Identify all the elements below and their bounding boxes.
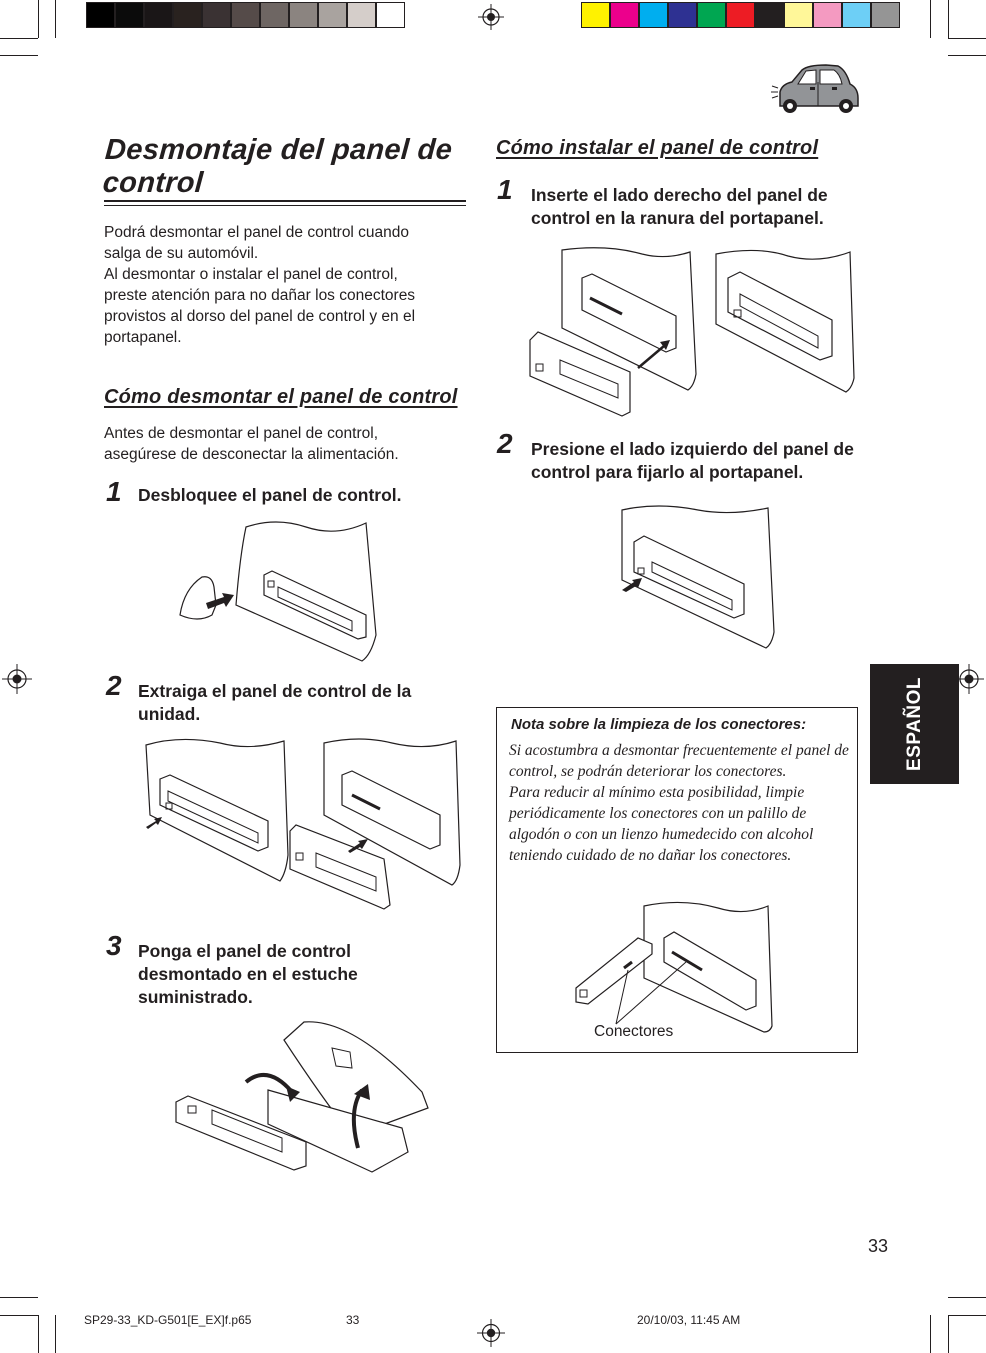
install-section-heading: Cómo instalar el panel de control bbox=[496, 137, 819, 159]
gray-swatch bbox=[289, 2, 318, 28]
remove-step-1-text: Desbloquee el panel de control. bbox=[138, 485, 402, 505]
color-swatch bbox=[668, 2, 697, 28]
intro-paragraph-2: Al desmontar o instalar el panel de control, preste atención para no dañar los conectores provistos al dorso del panel de control y en el portapanel. bbox=[104, 266, 416, 346]
connectors-label: Conectores bbox=[594, 1023, 674, 1040]
color-swatch bbox=[755, 2, 784, 28]
footer-file: SP29-33_KD-G501[E_EX]f.p65 bbox=[84, 1313, 252, 1327]
crop-mark bbox=[948, 55, 986, 56]
remove-step-2-text: Extraiga el panel de control de la unidad. bbox=[138, 681, 412, 724]
storage-case-illustration bbox=[172, 1018, 430, 1176]
title-rule bbox=[104, 200, 466, 202]
note-paragraph-2: Para reducir al mínimo esta posibilidad, limpie periódicamente los conectores con un palillo de algodón o con un lienzo humedecido con alcohol teniendo cuidado de no dañar los conectores. bbox=[509, 784, 814, 864]
gray-swatch bbox=[347, 2, 376, 28]
remove-section-heading: Cómo desmontar el panel de control bbox=[104, 386, 458, 408]
crop-mark bbox=[55, 0, 56, 38]
install-step-1-number: 1 bbox=[497, 174, 513, 205]
color-swatch bbox=[784, 2, 813, 28]
color-swatch bbox=[581, 2, 610, 28]
color-swatch bbox=[639, 2, 668, 28]
insert-panel-illustration bbox=[526, 244, 858, 422]
gray-swatch bbox=[86, 2, 115, 28]
gray-swatch bbox=[231, 2, 260, 28]
registration-mark-icon bbox=[477, 1319, 505, 1347]
color-swatch bbox=[871, 2, 900, 28]
remove-section-intro: Antes de desmontar el panel de control, asegúrese de desconectar la alimentación. bbox=[104, 425, 399, 463]
registration-mark-icon bbox=[478, 4, 504, 30]
remove-step-1-number: 1 bbox=[106, 476, 122, 507]
note-body bbox=[509, 740, 849, 866]
color-swatch bbox=[697, 2, 726, 28]
crop-mark bbox=[0, 1315, 38, 1316]
title-rule bbox=[104, 205, 466, 206]
unlock-panel-illustration bbox=[176, 515, 376, 663]
page-number: 33 bbox=[868, 1236, 889, 1256]
press-panel-illustration bbox=[618, 502, 788, 650]
crop-mark bbox=[930, 1315, 931, 1353]
car-icon bbox=[768, 62, 860, 116]
crop-mark bbox=[948, 1315, 986, 1316]
connectors-illustration bbox=[572, 898, 804, 1034]
install-step-2-text: Presione el lado izquierdo del panel de control para fijarlo al portapanel. bbox=[531, 439, 854, 482]
page-title: Desmontaje del panel de control bbox=[101, 134, 454, 199]
crop-mark bbox=[0, 55, 38, 56]
crop-mark bbox=[38, 0, 39, 38]
registration-mark-icon bbox=[2, 664, 32, 694]
color-swatch bbox=[813, 2, 842, 28]
intro-paragraph-1: Podrá desmontar el panel de control cuando salga de su automóvil. bbox=[104, 224, 410, 262]
footer-timestamp: 20/10/03, 11:45 AM bbox=[637, 1313, 741, 1327]
gray-swatch bbox=[173, 2, 202, 28]
language-tab-label: ESPAÑOL bbox=[903, 677, 925, 771]
gray-swatch bbox=[318, 2, 347, 28]
install-step-1-text: Inserte el lado derecho del panel de control en la ranura del portapanel. bbox=[531, 185, 828, 228]
crop-mark bbox=[948, 1297, 986, 1298]
crop-mark bbox=[0, 38, 38, 39]
remove-step-3-number: 3 bbox=[106, 930, 122, 961]
gray-swatch bbox=[376, 2, 405, 28]
gray-swatch bbox=[260, 2, 289, 28]
color-swatch bbox=[726, 2, 755, 28]
extract-panel-illustration bbox=[140, 735, 464, 915]
crop-mark bbox=[38, 1315, 39, 1353]
note-title: Nota sobre la limpieza de los conectores: bbox=[511, 716, 807, 733]
color-swatch bbox=[610, 2, 639, 28]
crop-mark bbox=[55, 1315, 56, 1353]
footer-page: 33 bbox=[346, 1313, 360, 1327]
gray-swatch bbox=[202, 2, 231, 28]
remove-step-2-number: 2 bbox=[106, 670, 122, 701]
crop-mark bbox=[930, 0, 931, 38]
crop-mark bbox=[0, 1297, 38, 1298]
crop-mark bbox=[948, 38, 986, 39]
install-step-2-number: 2 bbox=[497, 428, 513, 459]
crop-mark bbox=[948, 1315, 949, 1353]
color-swatch bbox=[842, 2, 871, 28]
gray-swatch bbox=[115, 2, 144, 28]
gray-swatch bbox=[144, 2, 173, 28]
note-paragraph-1: Si acostumbra a desmontar frecuentemente el panel de control, se podrán deteriorar los conectores. bbox=[509, 742, 849, 780]
remove-step-3-text: Ponga el panel de control desmontado en el estuche suministrado. bbox=[138, 941, 358, 1007]
crop-mark bbox=[948, 0, 949, 38]
